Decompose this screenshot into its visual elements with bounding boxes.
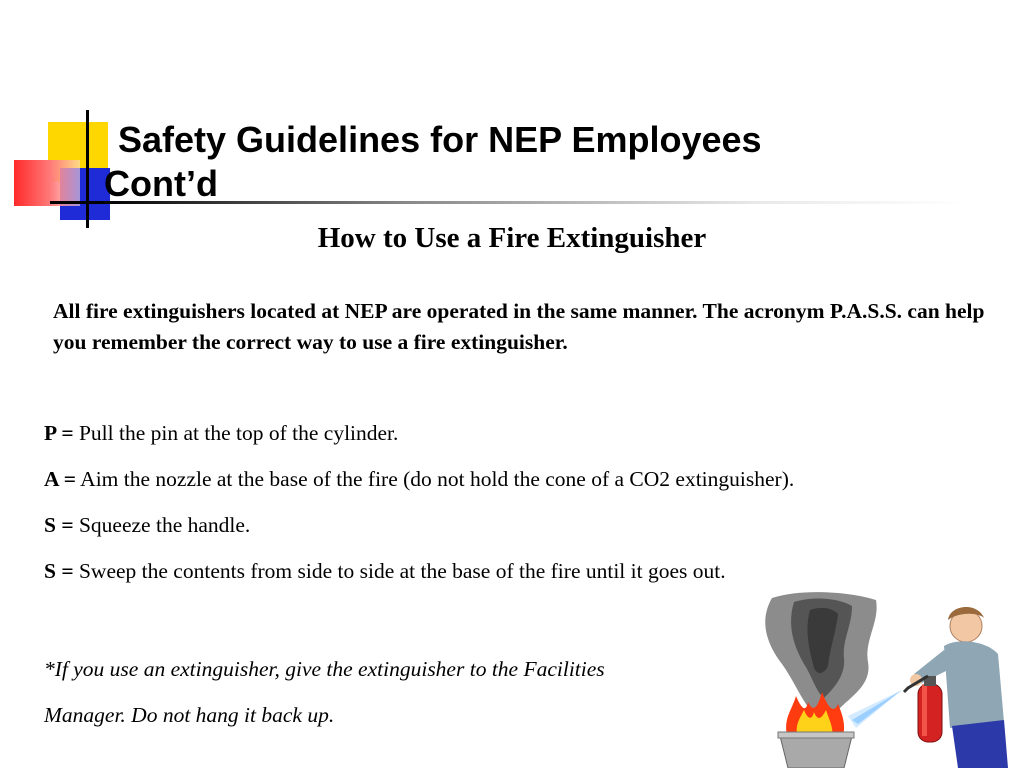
step-text: Squeeze the handle. bbox=[78, 513, 251, 537]
bucket-icon bbox=[780, 736, 852, 768]
pass-steps-list bbox=[44, 418, 1004, 602]
slide-title-line2: Cont’d bbox=[104, 163, 218, 204]
note-line-2: Manager. Do not hang it back up. bbox=[44, 703, 335, 727]
step-text: Sweep the contents from side to side at the base of the fire until it goes out. bbox=[78, 559, 726, 583]
step-text: Aim the nozzle at the base of the fire (do not hold the cone of a CO2 extinguisher). bbox=[80, 467, 795, 491]
extinguisher-icon bbox=[918, 684, 942, 742]
note-line-1: *If you use an extinguisher, give the extinguisher to the Facilities bbox=[44, 657, 605, 681]
logo-vertical-line bbox=[86, 110, 89, 228]
slide-title bbox=[104, 118, 964, 206]
person-body-icon bbox=[944, 641, 1004, 728]
fire-extinguisher-illustration bbox=[752, 592, 1024, 768]
note-paragraph bbox=[44, 646, 744, 738]
intro-paragraph: All fire extinguishers located at NEP are operated in the same manner. The acronym P.A.S.S. can help you remember the correct way to use a fire extinguisher. bbox=[53, 299, 985, 354]
logo-red-gradient-bar bbox=[14, 160, 80, 206]
step-aim bbox=[44, 464, 1004, 510]
step-text: Pull the pin at the top of the cylinder. bbox=[78, 421, 399, 445]
step-letter: S = bbox=[44, 559, 74, 583]
slide-title-line1: Safety Guidelines for NEP Employees bbox=[118, 119, 762, 160]
step-squeeze bbox=[44, 510, 1004, 556]
step-letter: P = bbox=[44, 421, 74, 445]
step-letter: S = bbox=[44, 513, 74, 537]
step-pull bbox=[44, 418, 1004, 464]
step-letter: A = bbox=[44, 467, 76, 491]
slide-subtitle: How to Use a Fire Extinguisher bbox=[317, 222, 707, 254]
